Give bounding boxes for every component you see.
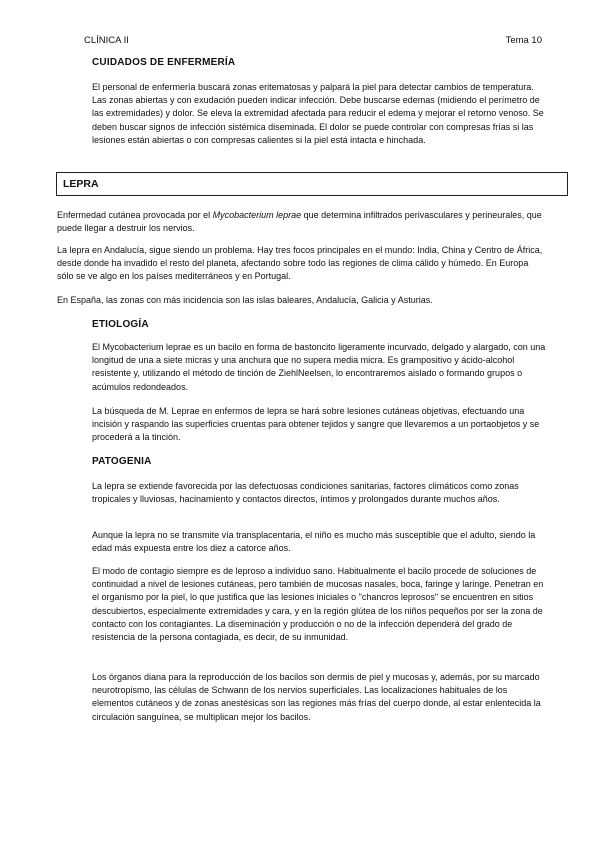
lepra-p1-text: Enfermedad cutánea provocada por el	[57, 210, 213, 220]
cuidados-heading: CUIDADOS DE ENFERMERÍA	[92, 57, 236, 68]
etiologia-heading: ETIOLOGÍA	[92, 319, 149, 330]
etiologia-paragraph-1: El Mycobacterium leprae es un bacilo en forma de bastoncito ligeramente incurvado, delgado y alargado, con una longitud de una a siete micras y una anchura que no supera media micra. Es grampositivo y ácido-alcohol resistente y, utilizando el método de tinción de ZiehlNeelsen, lo encontraremos aislado o formando grupos o acúmulos redondeados.	[92, 342, 546, 392]
header-topic: Tema 10	[505, 35, 542, 46]
etiologia-paragraph-2: La búsqueda de M. Leprae en enfermos de lepra se hará sobre lesiones cutáneas objetivas, efectuando una incisión y raspando las superficies cruentas para obtener tejidos y sangre que llevaremos a un portaobjetos y se procederá a la tinción.	[92, 406, 540, 443]
lepra-paragraph-3: En España, las zonas con más incidencia son las islas baleares, Andalucía, Galicia y Asturias.	[57, 295, 433, 305]
lepra-paragraph-1	[57, 209, 547, 235]
lepra-section-box	[56, 172, 568, 196]
header-course: CLÍNICA II	[84, 35, 129, 46]
lepra-p1-text-end: que determina infiltrados perivasculares y perineurales, que puede llegar a destruir los nervios.	[57, 210, 542, 234]
lepra-p1-species: Mycobacterium leprae	[212, 210, 302, 220]
lepra-heading: LEPRA	[63, 178, 99, 190]
patogenia-heading: PATOGENIA	[92, 456, 152, 467]
patogenia-paragraph-3: El modo de contagio siempre es de leproso a individuo sano. Habitualmente el bacilo procede de soluciones de continuidad a nivel de lesiones cutáneas, pero también de mucosas nasales, boca, faringe y laringe. Penetran en el organismo por la piel, lo que justifica que las lesiones iniciales o "chancros leprosos" se encuentren en sitios descubiertos, especialmente extremidades y cara, y en la región glútea de los niños pequeños por ser la zona de contacto con los contagiantes. La diseminación y producción o no de la infección dependerá del grado de resistencia de la persona contagiada, es decir, de su inmunidad.	[92, 566, 544, 643]
lepra-paragraph-2: La lepra en Andalucía, sigue siendo un problema. Hay tres focos principales en el mundo: India, China y Centro de África, desde donde ha invadido el resto del planeta, afectando sobre todo las regiones de clima cálido y húmedo. En Europa sólo se ve algo en los países mediterráneos y en Portugal.	[57, 245, 543, 282]
patogenia-paragraph-4: Los órganos diana para la reproducción de los bacilos son dermis de piel y mucosas y, además, por su marcado neurotropismo, las células de Schwann de los nervios superficiales. Las localizaciones habituales de los elementos cutáneos y de zonas anestésicas son las regiones más frías del cuerpo donde, al estar enlentecida la circulación sanguínea, se multiplican mejor los bacilos.	[92, 672, 541, 722]
patogenia-paragraph-1: La lepra se extiende favorecida por las defectuosas condiciones sanitarias, factores climáticos como zonas tropicales y lluviosas, hacinamiento y contactos directos, íntimos y prolongados durante muchos años.	[92, 481, 519, 505]
patogenia-paragraph-2: Aunque la lepra no se transmite vía transplacentaria, el niño es mucho más susceptible que el adulto, siendo la edad más expuesta entre los diez a catorce años.	[92, 530, 536, 554]
cuidados-paragraph: El personal de enfermería buscará zonas eritematosas y palpará la piel para detectar cambios de temperatura. Las zonas abiertas y con exudación pueden indicar infección. Debe buscarse edemas (midiendo el perímetro de las extremidades) y dolor. Se eleva la extremidad afectada para reducir el edema y mejorar el retorno venoso. Se deben buscar signos de infección sistémica diseminada. El dolor se puede controlar con compresas frías si las lesiones están abiertas o con compresas calientes si la piel está intacta e hinchada.	[92, 82, 544, 145]
